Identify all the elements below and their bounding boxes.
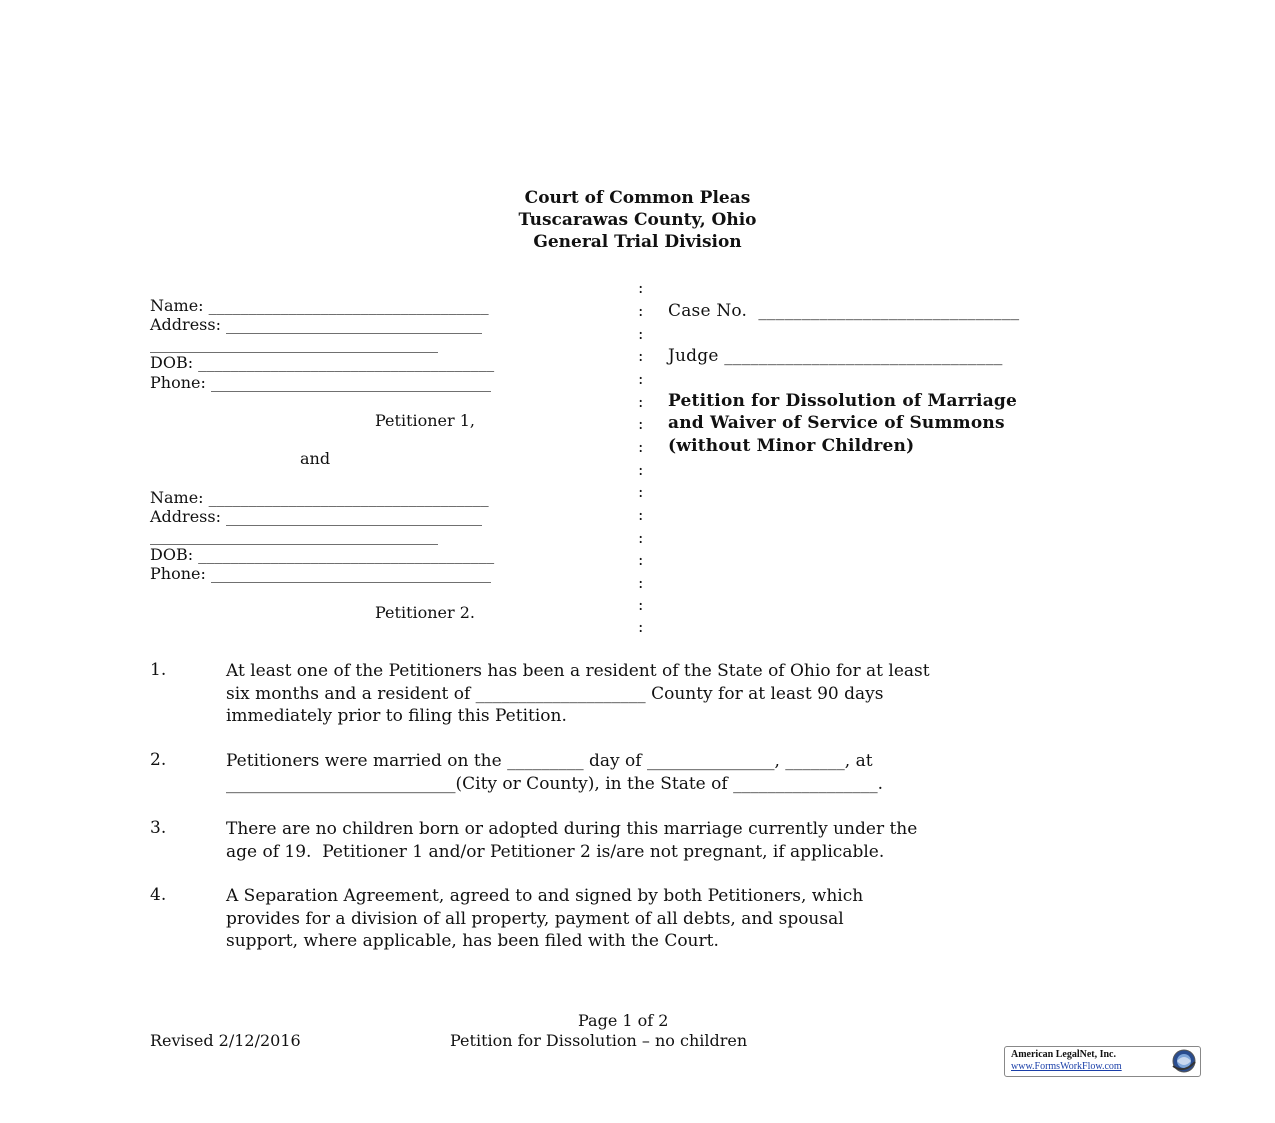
form-name: Petition for Dissolution – no children bbox=[450, 1031, 748, 1050]
paragraph-line: age of 19. Petitioner 1 and/or Petitioner 2 is/are not pregnant, if applicable. bbox=[226, 841, 885, 862]
item-number: 2. bbox=[150, 750, 167, 770]
paragraph-line: At least one of the Petitioners has been a resident of the State of Ohio for at least bbox=[226, 661, 930, 681]
american-legalnet-logo[interactable] bbox=[1004, 1046, 1201, 1077]
county-name: Tuscarawas County, Ohio bbox=[518, 210, 757, 230]
court-name: Court of Common Pleas bbox=[524, 188, 751, 208]
separator-colon: : bbox=[638, 573, 644, 592]
separator-colon: : bbox=[638, 437, 644, 456]
petitioner1-dob-field[interactable]: DOB: _____________________________________ bbox=[150, 353, 495, 372]
petitioner1-label: Petitioner 1, bbox=[375, 411, 476, 430]
petitioner2-name-field[interactable]: Name: ___________________________________ bbox=[150, 488, 489, 507]
separator-colon: : bbox=[638, 482, 644, 501]
paragraph-line: A Separation Agreement, agreed to and signed by both Petitioners, which bbox=[226, 886, 864, 906]
and-label: and bbox=[300, 449, 331, 468]
paragraph-line: provides for a division of all property, payment of all debts, and spousal bbox=[226, 908, 844, 929]
paragraph-separation-agreement bbox=[226, 885, 1126, 953]
case-number-field[interactable]: Case No. ______________________________ bbox=[668, 301, 1020, 321]
document-title: (without Minor Children) bbox=[668, 436, 915, 456]
logo-url-link[interactable]: www.FormsWorkFlow.com bbox=[1011, 1061, 1122, 1072]
petitioner1-address-field[interactable]: Address: ________________________________ bbox=[150, 315, 483, 334]
paragraph-line: There are no children born or adopted during this marriage currently under the bbox=[226, 819, 918, 839]
paragraph-residency bbox=[226, 660, 1126, 728]
separator-colon: : bbox=[638, 528, 644, 547]
separator-colon: : bbox=[638, 301, 644, 320]
paragraph-line-blank[interactable]: six months and a resident of ____________________ County for at least 90 days bbox=[226, 683, 884, 704]
division-name: General Trial Division bbox=[533, 232, 742, 252]
separator-colon: : bbox=[638, 550, 644, 569]
paragraph-line: immediately prior to filing this Petition. bbox=[226, 706, 567, 726]
document-title: Petition for Dissolution of Marriage bbox=[668, 391, 1018, 411]
petitioner1-name-field[interactable]: Name: ___________________________________ bbox=[150, 296, 489, 315]
petitioner2-label: Petitioner 2. bbox=[375, 603, 476, 622]
globe-icon bbox=[1170, 1048, 1198, 1074]
item-number: 4. bbox=[150, 885, 167, 905]
paragraph-line-blank[interactable]: ___________________________(City or County), in the State of _________________. bbox=[226, 773, 883, 794]
item-number: 3. bbox=[150, 818, 167, 838]
paragraph-marriage-date bbox=[226, 750, 1126, 795]
revision-date: Revised 2/12/2016 bbox=[150, 1031, 301, 1050]
separator-colon: : bbox=[638, 278, 644, 297]
separator-colon: : bbox=[638, 460, 644, 479]
separator-colon: : bbox=[638, 414, 644, 433]
separator-colon: : bbox=[638, 392, 644, 411]
separator-colon: : bbox=[638, 505, 644, 524]
petitioner2-address-line2[interactable]: ____________________________________ bbox=[150, 526, 438, 545]
separator-colon: : bbox=[638, 324, 644, 343]
item-number: 1. bbox=[150, 660, 167, 680]
petitioner1-address-line2[interactable]: ____________________________________ bbox=[150, 334, 438, 353]
petitioner2-phone-field[interactable]: Phone: ___________________________________ bbox=[150, 564, 491, 583]
paragraph-line-blank[interactable]: Petitioners were married on the _________ day of _______________, _______, at bbox=[226, 751, 873, 771]
page-number: Page 1 of 2 bbox=[578, 1011, 669, 1030]
document-title: and Waiver of Service of Summons bbox=[668, 413, 1005, 433]
judge-field[interactable]: Judge ________________________________ bbox=[668, 346, 1003, 366]
paragraph-line: support, where applicable, has been filed with the Court. bbox=[226, 931, 719, 951]
logo-company: American LegalNet, Inc. bbox=[1011, 1049, 1116, 1060]
petitioner1-phone-field[interactable]: Phone: ___________________________________ bbox=[150, 373, 491, 392]
separator-colon: : bbox=[638, 617, 644, 636]
separator-colon: : bbox=[638, 369, 644, 388]
petitioner2-address-field[interactable]: Address: ________________________________ bbox=[150, 507, 483, 526]
petitioner2-dob-field[interactable]: DOB: _____________________________________ bbox=[150, 545, 495, 564]
paragraph-children bbox=[226, 818, 1126, 863]
separator-colon: : bbox=[638, 346, 644, 365]
separator-colon: : bbox=[638, 595, 644, 614]
